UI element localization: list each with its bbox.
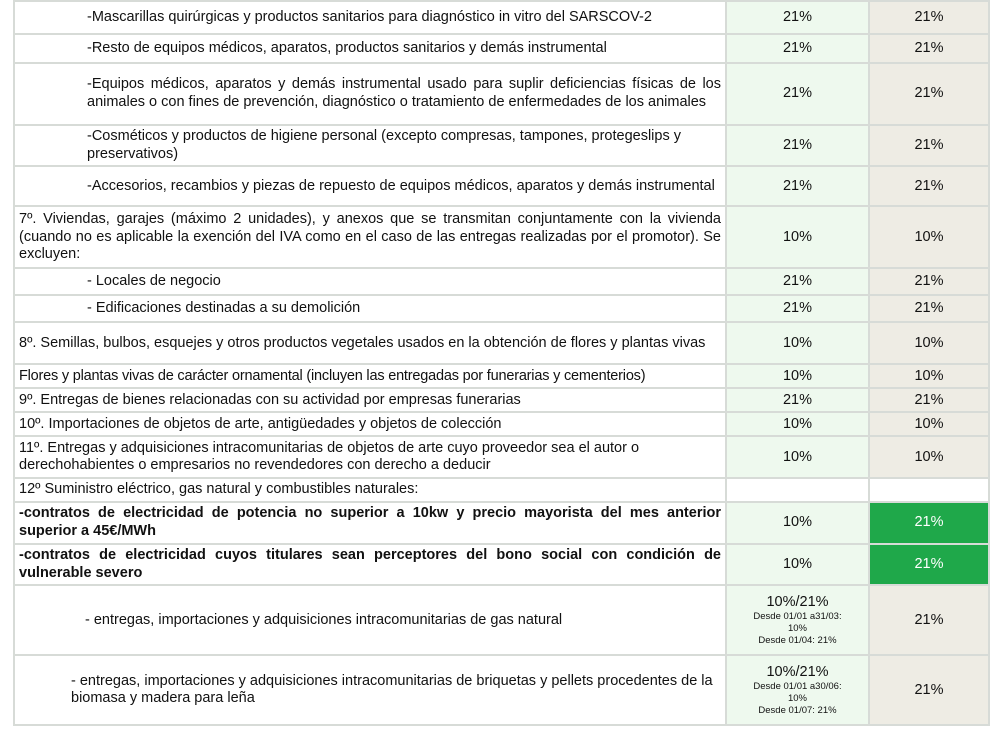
table-row: [14, 585, 989, 655]
rate-cell: 21%: [869, 34, 989, 63]
row-description: 8º. Semillas, bulbos, esquejes y otros productos vegetales usados en la obtención de flores y plantas vivas: [14, 322, 726, 364]
rate-cell: 21%: [869, 125, 989, 166]
rate-cell: [726, 585, 869, 655]
empty-cell: [869, 478, 989, 502]
rate-cell: 21%: [869, 268, 989, 295]
rate-cell: 21%: [726, 63, 869, 125]
row-description: 11º. Entregas y adquisiciones intracomunitarias de objetos de arte cuyo proveedor sea el autor o derechohabientes o empresarios no revendedores con derecho a deducir: [14, 436, 726, 478]
rate-cell: 10%: [869, 436, 989, 478]
table-row: [14, 166, 989, 206]
row-description: 7º. Viviendas, garajes (máximo 2 unidades), y anexos que se transmitan conjuntamente con la vivienda (cuando no es aplicable la exención del IVA como en el caso de las entregas realizadas por el promotor). Se excluyen:: [14, 206, 726, 268]
row-description: 9º. Entregas de bienes relacionadas con su actividad por empresas funerarias: [14, 388, 726, 412]
row-description: -contratos de electricidad cuyos titulares sean perceptores del bono social con condición de vulnerable severo: [14, 544, 726, 585]
row-description: -Cosméticos y productos de higiene personal (excepto compresas, tampones, protegeslips y preservativos): [14, 125, 726, 166]
rate-cell: 10%: [726, 364, 869, 388]
table-row: [14, 364, 989, 388]
rate-cell: 21%: [726, 295, 869, 322]
table-row: [14, 655, 989, 725]
table-row: [14, 502, 989, 544]
table-row: [14, 1, 989, 34]
section-header: 12º Suministro eléctrico, gas natural y combustibles naturales:: [14, 478, 726, 502]
rate-cell: 10%: [869, 206, 989, 268]
rate-cell: 21%: [726, 125, 869, 166]
rate-note: 10%: [787, 693, 807, 705]
table-row: [14, 206, 989, 268]
rate-cell: 10%: [726, 412, 869, 436]
rate-cell: 21%: [869, 63, 989, 125]
rate-cell: 10%: [869, 322, 989, 364]
rate-cell: 21%: [726, 388, 869, 412]
rate-cell: 10%: [869, 364, 989, 388]
rate-cell: [726, 655, 869, 725]
row-description: - Locales de negocio: [14, 268, 726, 295]
row-description: - entregas, importaciones y adquisiciones intracomunitarias de briquetas y pellets procedentes de la biomasa y madera para leña: [14, 655, 726, 725]
rate-cell: 21%: [869, 388, 989, 412]
table-row: [14, 125, 989, 166]
table-row: [14, 544, 989, 585]
table-row: [14, 436, 989, 478]
rate-note: Desde 01/07: 21%: [758, 705, 837, 717]
rate-cell: 21%: [869, 1, 989, 34]
table-row: [14, 322, 989, 364]
table-row: [14, 63, 989, 125]
rate-cell: 21%: [869, 585, 989, 655]
rate-cell: 10%: [726, 322, 869, 364]
row-description: -Resto de equipos médicos, aparatos, productos sanitarios y demás instrumental: [14, 34, 726, 63]
rate-cell: 21%: [869, 166, 989, 206]
rate-cell-highlight: 21%: [869, 544, 989, 585]
empty-cell: [726, 478, 869, 502]
rate-cell: 10%: [726, 544, 869, 585]
table-row: [14, 268, 989, 295]
rate-cell: 10%: [726, 206, 869, 268]
table-row: [14, 412, 989, 436]
row-description: -Mascarillas quirúrgicas y productos sanitarios para diagnóstico in vitro del SARSCOV-2: [14, 1, 726, 34]
row-description: - entregas, importaciones y adquisiciones intracomunitarias de gas natural: [14, 585, 726, 655]
table-row: [14, 34, 989, 63]
rate-cell: 21%: [726, 1, 869, 34]
rate-note: 10%: [787, 623, 807, 635]
section-header-row: [14, 478, 989, 502]
rate-cell: 21%: [726, 268, 869, 295]
row-description: 10º. Importaciones de objetos de arte, antigüedades y objetos de colección: [14, 412, 726, 436]
row-description: - Edificaciones destinadas a su demolición: [14, 295, 726, 322]
rate-note: Desde 01/01 a31/03:: [753, 611, 842, 623]
row-description: -contratos de electricidad de potencia no superior a 10kw y precio mayorista del mes anterior superior a 45€/MWh: [14, 502, 726, 544]
rate-main: 10%/21%: [766, 663, 829, 680]
row-description: -Accesorios, recambios y piezas de repuesto de equipos médicos, aparatos y demás instrumental: [14, 166, 726, 206]
table-row: [14, 295, 989, 322]
vat-rates-table: [13, 0, 990, 726]
rate-cell: 21%: [726, 34, 869, 63]
rate-cell: 10%: [726, 502, 869, 544]
row-description: Flores y plantas vivas de carácter ornamental (incluyen las entregadas por funerarias y cementerios): [14, 364, 726, 388]
rate-main: 10%/21%: [766, 593, 829, 610]
rate-cell: 21%: [869, 655, 989, 725]
rate-cell: 10%: [869, 412, 989, 436]
rate-cell: 21%: [726, 166, 869, 206]
rate-note: Desde 01/01 a30/06:: [753, 681, 842, 693]
rate-cell: 21%: [869, 295, 989, 322]
rate-cell-highlight: 21%: [869, 502, 989, 544]
row-description: -Equipos médicos, aparatos y demás instrumental usado para suplir deficiencias físicas de los animales o con fines de prevención, diagnóstico o tratamiento de enfermedades de los animales: [14, 63, 726, 125]
rate-cell: 10%: [726, 436, 869, 478]
rate-note: Desde 01/04: 21%: [758, 635, 837, 647]
table-row: [14, 388, 989, 412]
